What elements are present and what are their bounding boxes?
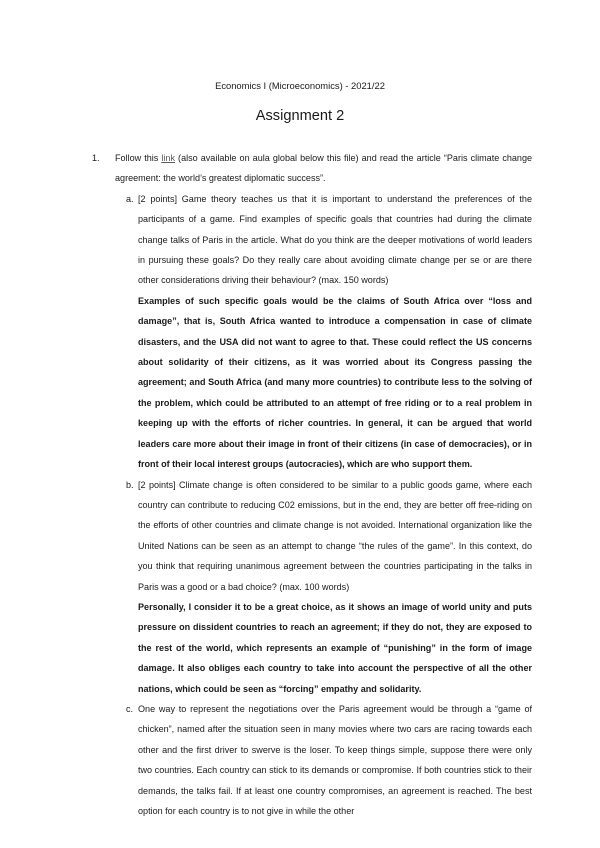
assignment-title: Assignment 2 — [255, 108, 345, 124]
part-letter: c. — [126, 703, 134, 714]
part-a-question: [2 points] Game theory teaches us that it is important to understand the preferences of the participants of a game. Find examples of specific goals that countries had during the climate change talks of Paris in the article. What do you think are the deeper motivations of world leaders in pursuing these goals? Do they really care about avoiding climate change per se or are there other considerations driving their behaviour? (max. 150 words) — [138, 193, 532, 286]
question-part-b — [115, 475, 532, 699]
part-letter: a. — [126, 193, 134, 204]
part-a-answer: Examples of such specific goals would be the claims of South Africa over “loss and damage”, that is, South Africa wanted to introduce a compensation in case of climate disasters, and the USA did not want to agree to that. These could reflect the US concerns about solidarity of their citizens, as it was worried about its Congress passing the agreement; and South Africa (and many more countries) to contribute less to the solving of the problem, which could be attributed to an attempt of free riding or to a real problem in keeping up with the efforts of richer countries. In general, it can be argued that world leaders care more about their image in front of their citizens (in case of democracies), or in front of their local interest groups (autocracies), which are who support them. — [138, 295, 532, 470]
course-header: Economics I (Microeconomics) - 2021/22 — [215, 80, 385, 91]
article-link[interactable]: link — [161, 153, 175, 163]
question-1-intro — [115, 148, 532, 189]
document-body — [92, 148, 532, 821]
question-number: 1. — [92, 153, 100, 163]
intro-text-after-link: (also available on aula global below this file) and read the article “Paris climate change agreement: the world’s greatest diplomatic success”. — [115, 153, 533, 184]
intro-text-before-link: Follow this — [115, 153, 162, 163]
part-letter: b. — [126, 479, 134, 490]
question-part-c — [115, 699, 532, 821]
part-b-question: [2 points] Climate change is often considered to be similar to a public goods game, where each country can contribute to reducing C02 emissions, but in the end, they are better off free-riding on the efforts of other countries and climate change is not avoided. International organization like the United Nations can be seen as an attempt to change “the rules of the game”. In this context, do you think that requiring unanimous agreement between the countries participating in the talks in Paris was a good or a bad choice? (max. 100 words) — [138, 479, 532, 592]
part-c-question: One way to represent the negotiations over the Paris agreement would be through a “game of chicken”, named after the situation seen in many movies where two cars are racing towards each other and the first driver to swerve is the loser. To keep things simple, suppose there were only two countries. Each country can stick to its demands or compromise. If both countries stick to their demands, the talks fail. If at least one country compromises, an agreement is reached. The best option for each country is to not give in while the other — [138, 703, 532, 816]
question-part-a — [115, 189, 532, 475]
part-b-answer: Personally, I consider it to be a great choice, as it shows an image of world unity and puts pressure on dissident countries to reach an agreement; if they do not, they are exposed to the rest of the world, which represents an example of “punishing” in the form of image damage. It also obliges each country to take into account the perspective of all the other nations, which could be seen as “forcing” empathy and solidarity. — [138, 601, 532, 694]
question-1 — [92, 148, 532, 821]
